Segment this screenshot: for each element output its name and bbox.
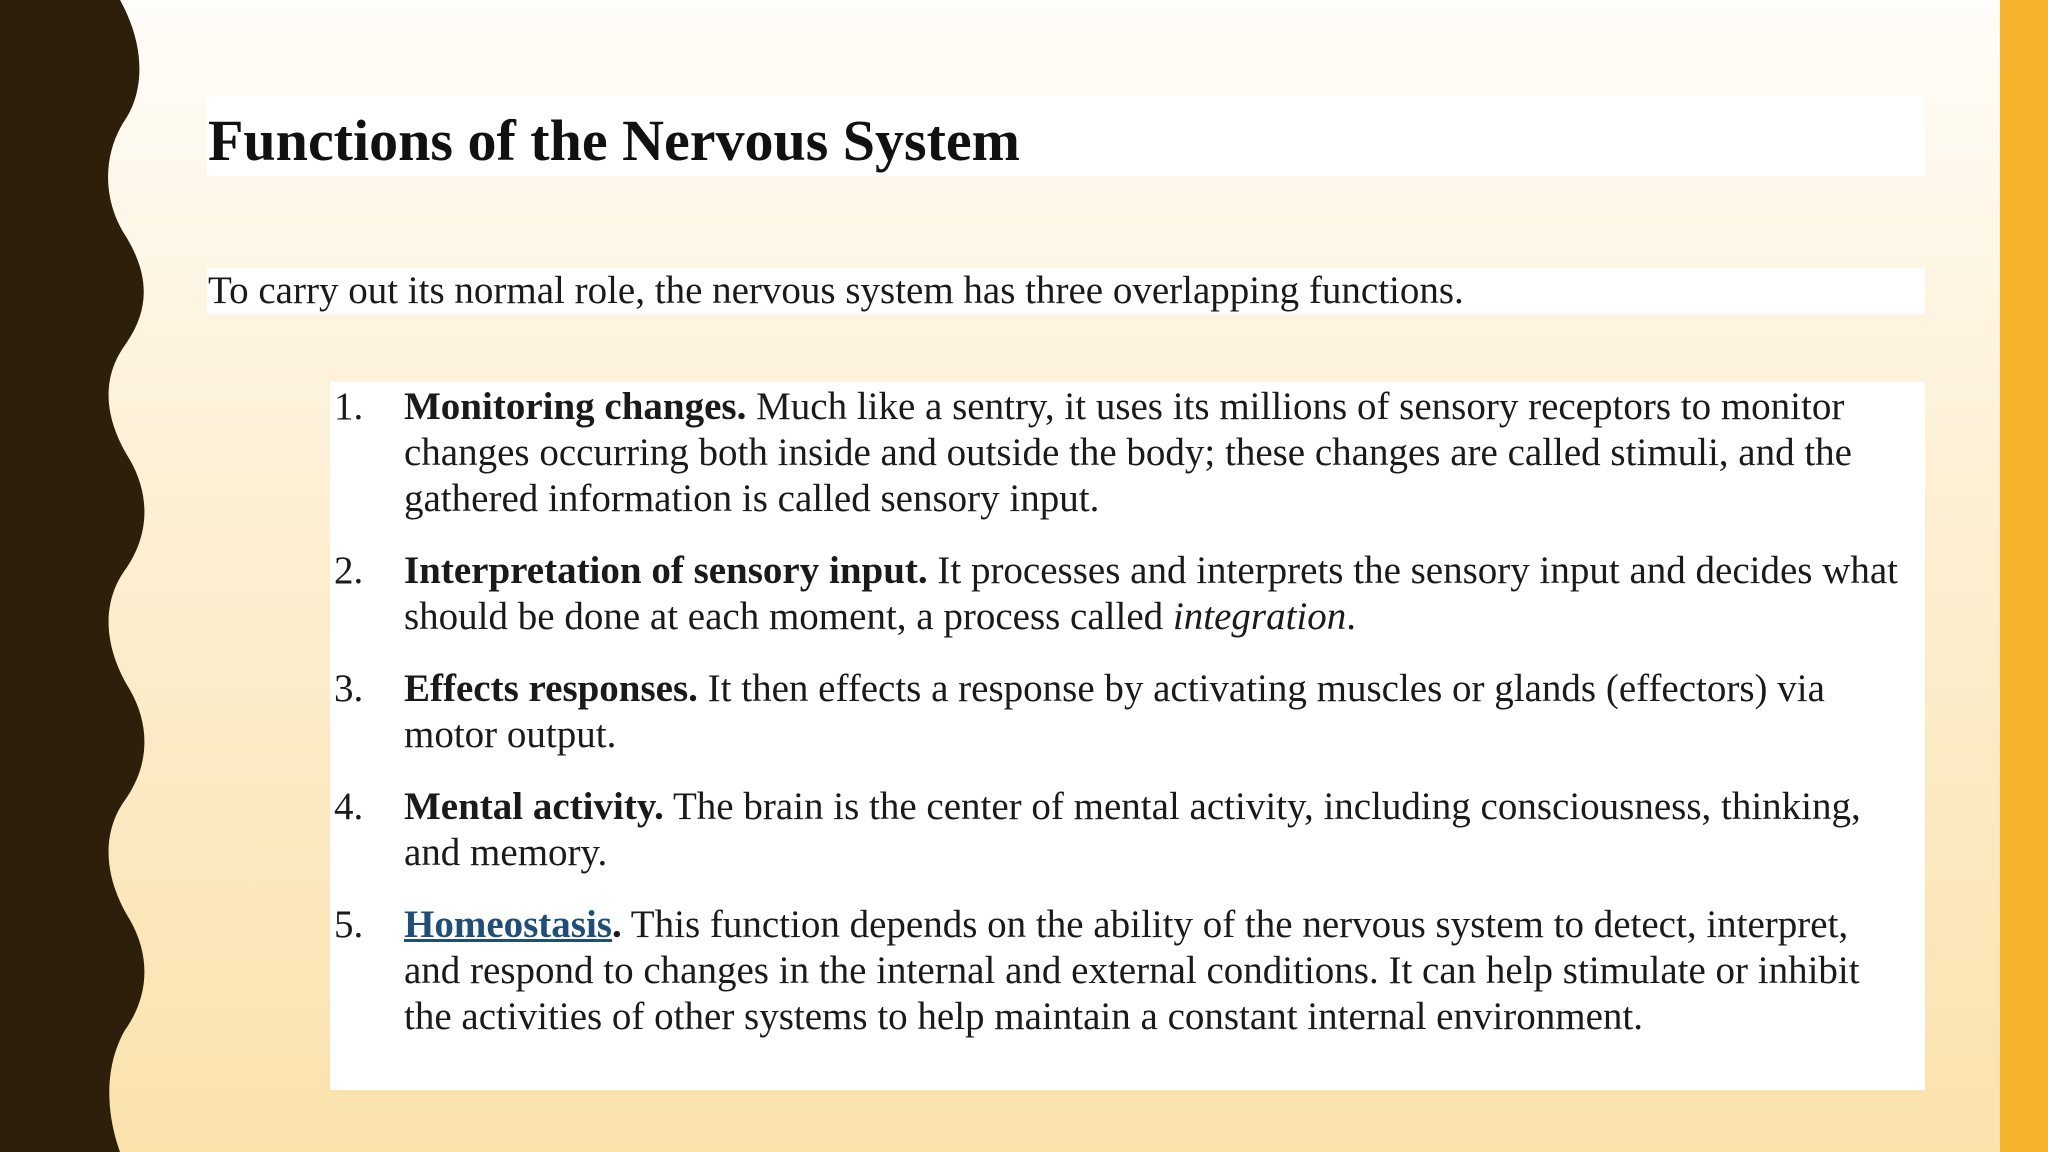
item-number: 1. bbox=[334, 385, 364, 428]
list-item bbox=[334, 902, 1914, 1040]
item-heading: Interpretation of sensory input. bbox=[404, 549, 928, 592]
item-number: 4. bbox=[334, 785, 364, 828]
list-item bbox=[334, 784, 1914, 876]
item-text-end: . bbox=[1346, 595, 1356, 638]
item-heading-period: . bbox=[612, 903, 622, 946]
functions-list bbox=[334, 384, 1914, 1066]
item-number: 5. bbox=[334, 903, 364, 946]
item-heading: Monitoring changes. bbox=[404, 385, 747, 428]
item-text: It then effects a response by activating muscles or glands (effectors) via motor output. bbox=[404, 667, 1825, 756]
list-item bbox=[334, 548, 1914, 640]
wavy-border-shape bbox=[0, 0, 144, 1152]
homeostasis-link[interactable]: Homeostasis bbox=[404, 903, 612, 946]
intro-text: To carry out its normal role, the nervous system has three overlapping functions. bbox=[208, 269, 1464, 312]
item-number: 3. bbox=[334, 667, 364, 710]
wavy-border-decoration bbox=[0, 0, 160, 1152]
right-accent-bar bbox=[2000, 0, 2048, 1152]
item-number: 2. bbox=[334, 549, 364, 592]
list-item bbox=[334, 384, 1914, 522]
slide-title: Functions of the Nervous System bbox=[208, 108, 1020, 173]
item-text: It processes and interprets the sensory input and decides what should be done at each moment, a process called bbox=[404, 549, 1899, 638]
item-heading: Mental activity. bbox=[404, 785, 664, 828]
list-item bbox=[334, 666, 1914, 758]
item-heading: Effects responses. bbox=[404, 667, 698, 710]
item-text: This function depends on the ability of the nervous system to detect, interpret, and respond to changes in the internal and external conditions. It can help stimulate or inhibit the activities of other systems to help maintain a constant internal environment. bbox=[404, 903, 1860, 1038]
item-text: The brain is the center of mental activity, including consciousness, thinking, and memory. bbox=[404, 785, 1861, 874]
item-italic-term: integration bbox=[1172, 595, 1347, 638]
item-text: Much like a sentry, it uses its millions of sensory receptors to monitor changes occurring both inside and outside the body; these changes are called stimuli, and the gathered information is called sensory input. bbox=[404, 385, 1852, 520]
